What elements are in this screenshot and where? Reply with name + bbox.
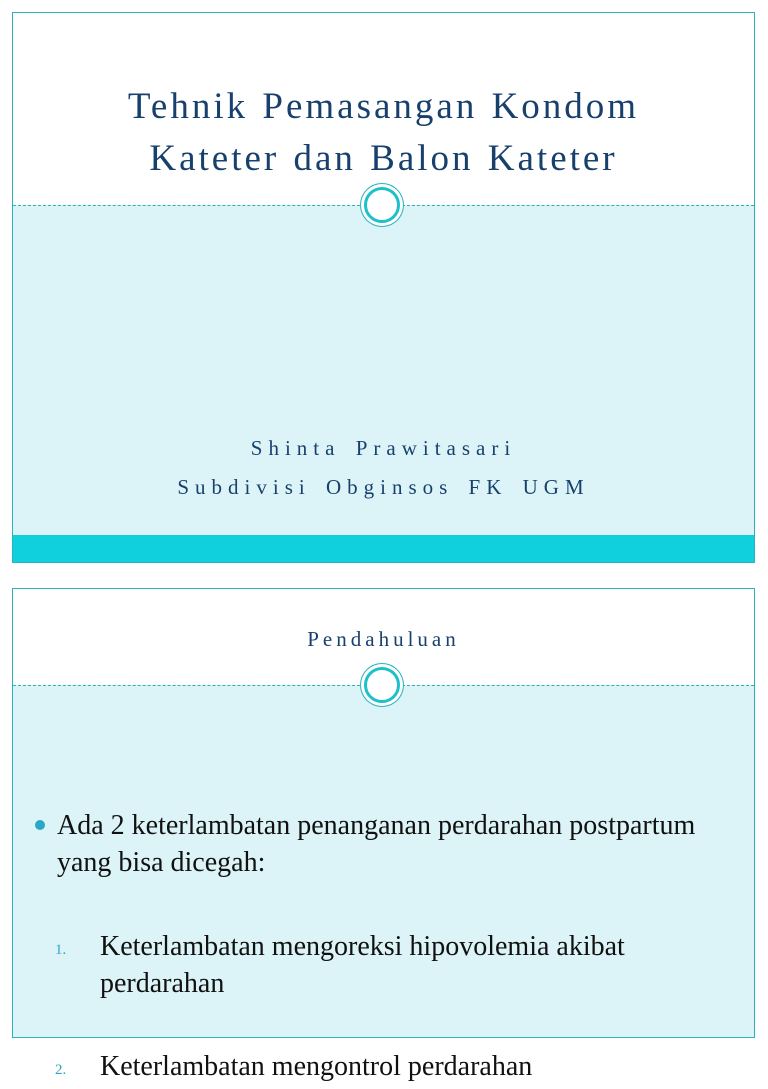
item-number: 1. <box>55 942 67 958</box>
author-name: Shinta Prawitasari <box>250 436 517 460</box>
ring-ornament-icon <box>364 667 400 703</box>
bullet-text: Ada 2 keterlambatan penanganan perdarahan postpartum yang bisa dicegah: <box>57 810 696 878</box>
slide-heading: Pendahuluan <box>307 627 460 651</box>
bullet-dot-icon <box>35 820 45 830</box>
author-affiliation: Subdivisi Obginsos FK UGM <box>177 475 590 499</box>
title-slide <box>12 12 755 563</box>
slide-title <box>13 81 754 185</box>
title-line-2: Kateter dan Balon Kateter <box>149 138 618 179</box>
ring-ornament-icon <box>364 187 400 223</box>
item-text: Keterlambatan mengoreksi hipovolemia akibat perdarahan <box>100 931 625 999</box>
bottom-accent-bar <box>13 535 754 562</box>
title-line-1: Tehnik Pemasangan Kondom <box>127 86 640 127</box>
subtitle-area <box>13 205 754 562</box>
content-area <box>13 685 754 1082</box>
item-number: 2. <box>55 1062 67 1078</box>
item-text: Keterlambatan mengontrol perdarahan <box>100 1051 533 1082</box>
content-slide <box>12 588 755 1082</box>
title-area <box>13 13 754 205</box>
